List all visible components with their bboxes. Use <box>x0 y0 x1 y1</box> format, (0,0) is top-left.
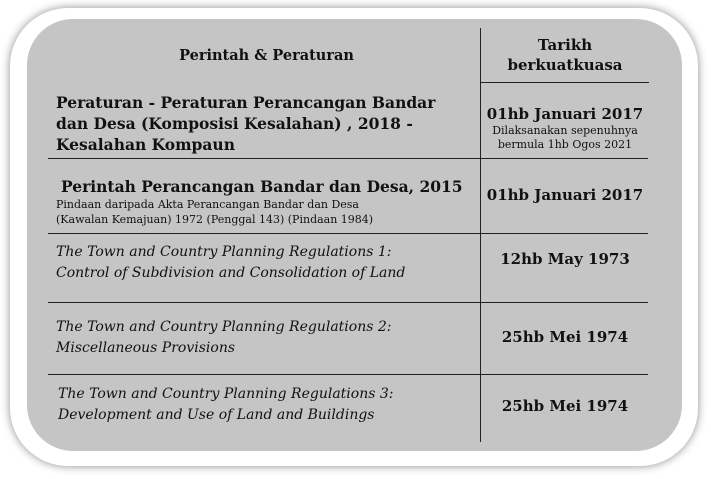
row-divider-4 <box>48 374 648 375</box>
row-5-title-line2: Development and Use of Land and Buildings <box>58 407 375 423</box>
row-1-date <box>481 104 649 152</box>
row-1-title <box>56 92 476 155</box>
header-col-right <box>481 30 649 80</box>
row-1-title-line3: Kesalahan Kompaun <box>56 135 235 154</box>
row-1-title-line2: dan Desa (Komposisi Kesalahan) , 2018 - <box>56 114 413 133</box>
row-divider-3 <box>48 302 648 303</box>
row-divider-1 <box>48 158 648 159</box>
row-5-title-line1: The Town and Country Planning Regulations 3: <box>58 386 394 402</box>
row-5-title <box>58 384 478 426</box>
row-2-title <box>56 176 478 227</box>
row-4-title-line1: The Town and Country Planning Regulations 2: <box>56 319 392 335</box>
row-1-date-note-line1: Dilaksanakan sepenuhnya <box>492 124 638 137</box>
row-1-date-value: 01hb Januari 2017 <box>486 105 644 123</box>
header-col-left: Perintah & Peraturan <box>179 46 354 64</box>
row-4-date: 25hb Mei 1974 <box>501 328 629 346</box>
row-5-date: 25hb Mei 1974 <box>501 397 629 415</box>
row-1-date-note-line2: bermula 1hb Ogos 2021 <box>497 138 633 151</box>
row-2-subtitle-line1: Pindaan daripada Akta Perancangan Bandar dan Desa <box>56 198 359 211</box>
row-1-title-line1: Peraturan - Peraturan Perancangan Bandar <box>56 93 436 112</box>
row-2-subtitle-line2: (Kawalan Kemajuan) 1972 (Penggal 143) (Pindaan 1984) <box>56 213 374 226</box>
row-3-date: 12hb May 1973 <box>500 250 630 268</box>
column-divider <box>480 28 481 442</box>
row-2-date: 01hb Januari 2017 <box>486 186 644 204</box>
row-divider-2 <box>48 233 648 234</box>
row-4-title <box>56 317 478 359</box>
row-3-title-line2: Control of Subdivision and Consolidation of Land <box>56 265 406 281</box>
row-3-title <box>56 242 478 284</box>
row-4-title-line2: Miscellaneous Provisions <box>56 340 236 356</box>
row-2-title-main: Perintah Perancangan Bandar dan Desa, 2015 <box>61 177 463 196</box>
header-col-right-line1: Tarikh <box>537 36 593 54</box>
header-col-right-line2: berkuatkuasa <box>507 56 623 74</box>
row-3-title-line1: The Town and Country Planning Regulations 1: <box>56 244 392 260</box>
header-divider-right <box>481 82 649 83</box>
